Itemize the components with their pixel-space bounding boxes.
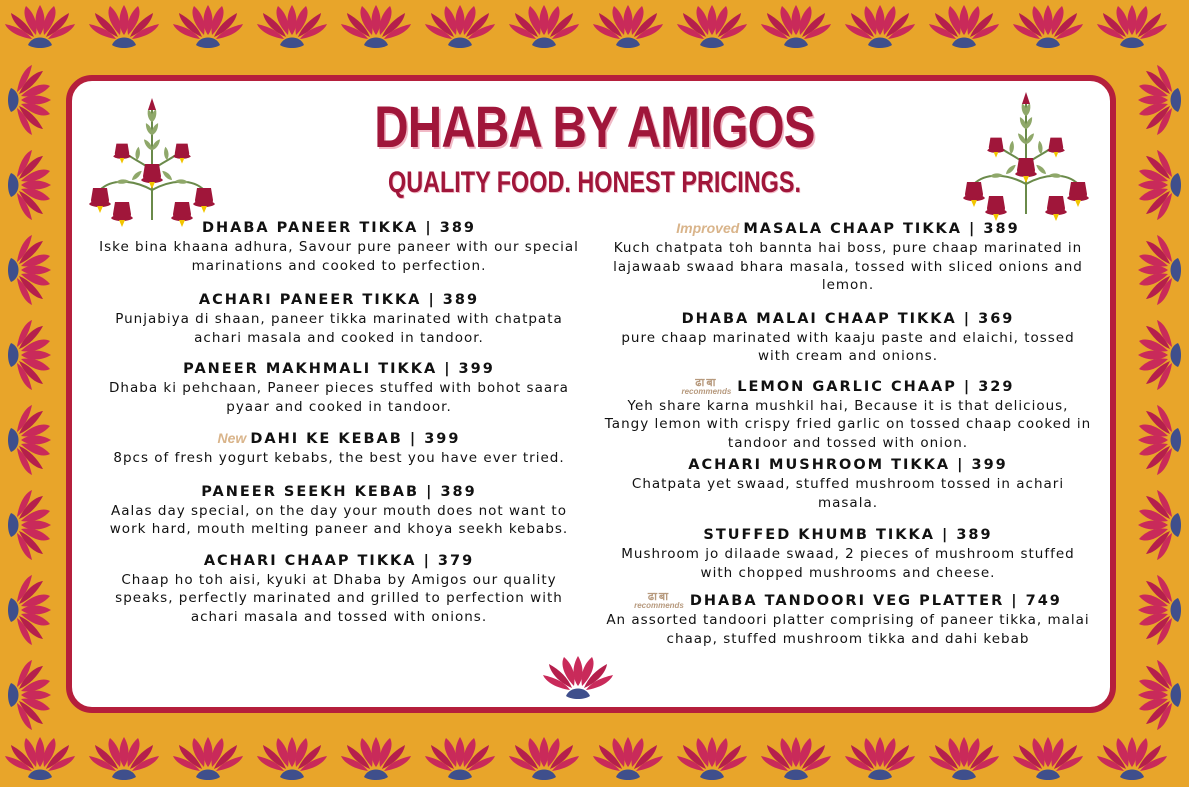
menu-item bbox=[94, 360, 584, 416]
menu-item-description: Punjabiya di shaan, paneer tikka marinated with chatpata achari masala and cooked in tandoor. bbox=[115, 311, 563, 346]
menu-item-description: Yeh share karna mushkil hai, Because it is that delicious, Tangy lemon with crispy fried garlic on tossed chaap cooked in tandoor and tossed with onion. bbox=[604, 397, 1092, 451]
menu-item bbox=[603, 219, 1093, 295]
menu-item-description: Dhaba ki pehchaan, Paneer pieces stuffed with bohot saara pyaar and cooked in tandoor. bbox=[109, 380, 569, 415]
menu-item-title: PANEER MAKHMALI TIKKA | 399 bbox=[183, 361, 495, 377]
menu-item-description: Iske bina khaana adhura, Savour pure paneer with our special marinations and cooked to perfection. bbox=[99, 239, 579, 274]
dhaba-recommends-badge: ढाबा recommends bbox=[634, 590, 684, 610]
menu-column-right bbox=[603, 219, 1093, 648]
menu-item-description: pure chaap marinated with kaaju paste and elaichi, tossed with cream and onions. bbox=[621, 329, 1075, 364]
menu-item-description: An assorted tandoori platter comprising of paneer tikka, malai chaap, stuffed mushroom tikka and dahi kebab bbox=[606, 612, 1090, 647]
page-subtitle: QUALITY FOOD. HONEST PRICINGS. bbox=[387, 166, 801, 199]
improved-tag: Improved bbox=[676, 220, 740, 236]
menu-item-title bbox=[603, 219, 1093, 239]
menu-item-name: LEMON GARLIC CHAAP | 329 bbox=[737, 378, 1015, 395]
menu-item-title bbox=[94, 429, 584, 449]
menu-item bbox=[94, 429, 584, 468]
menu-item-title bbox=[603, 592, 1093, 611]
menu-item-title: DHABA MALAI CHAAP TIKKA | 369 bbox=[681, 310, 1015, 327]
menu-item-title: ACHARI PANEER TIKKA | 389 bbox=[198, 292, 480, 308]
menu-item bbox=[94, 219, 584, 275]
menu-item-name: DHABA TANDOORI VEG PLATTER | 749 bbox=[689, 593, 1062, 609]
menu-item bbox=[603, 310, 1093, 366]
menu-item-description: Mushroom jo dilaade swaad, 2 pieces of mushroom stuffed with chopped mushrooms and cheese. bbox=[621, 546, 1075, 581]
menu-item-description: Chatpata yet swaad, stuffed mushroom tossed in achari masala. bbox=[631, 476, 1065, 511]
new-tag: New bbox=[217, 430, 247, 446]
lotus-footer-icon bbox=[540, 650, 616, 710]
menu-column-left bbox=[94, 219, 584, 626]
menu-item bbox=[94, 552, 584, 627]
menu-item bbox=[94, 483, 584, 539]
menu-item-description: Chaap ho toh aisi, kyuki at Dhaba by Amigos our quality speaks, perfectly marinated and grilled to perfection with achari masala and tossed with onions. bbox=[115, 571, 563, 625]
border-bottom-lotus-pattern bbox=[0, 729, 1189, 787]
menu-item-title: STUFFED KHUMB TIKKA | 389 bbox=[703, 527, 993, 543]
menu-item-title bbox=[603, 375, 1093, 397]
menu-item bbox=[603, 456, 1093, 512]
border-right-lotus-pattern bbox=[1131, 60, 1189, 740]
menu-item-name: DAHI KE KEBAB | 399 bbox=[250, 431, 461, 447]
menu-item-title: DHABA PANEER TIKKA | 389 bbox=[201, 220, 477, 236]
menu-item-description: Kuch chatpata toh bannta hai boss, pure chaap marinated in lajawaab swaad bhara masala, tossed with sliced onions and lemon. bbox=[613, 240, 1083, 293]
menu-item bbox=[94, 291, 584, 347]
menu-item bbox=[603, 375, 1093, 453]
page-title: DHABA BY AMIGOS bbox=[374, 95, 815, 160]
border-left-lotus-pattern bbox=[0, 60, 58, 740]
menu-item-description: Aalas day special, on the day your mouth does not want to work hard, mouth melting paneer and khoya seekh kebabs. bbox=[109, 502, 569, 537]
menu-item-title: ACHARI MUSHROOM TIKKA | 399 bbox=[688, 457, 1008, 473]
menu-item bbox=[603, 592, 1093, 648]
menu-item bbox=[603, 526, 1093, 582]
menu-item-description: 8pcs of fresh yogurt kebabs, the best you have ever tried. bbox=[113, 450, 565, 466]
menu-item-title: PANEER SEEKH KEBAB | 389 bbox=[201, 483, 477, 500]
menu-item-title: ACHARI CHAAP TIKKA | 379 bbox=[203, 552, 475, 569]
border-top-lotus-pattern bbox=[0, 0, 1189, 65]
menu-item-name: MASALA CHAAP TIKKA | 389 bbox=[743, 221, 1020, 237]
dhaba-recommends-badge: ढाबा recommends bbox=[681, 375, 732, 396]
